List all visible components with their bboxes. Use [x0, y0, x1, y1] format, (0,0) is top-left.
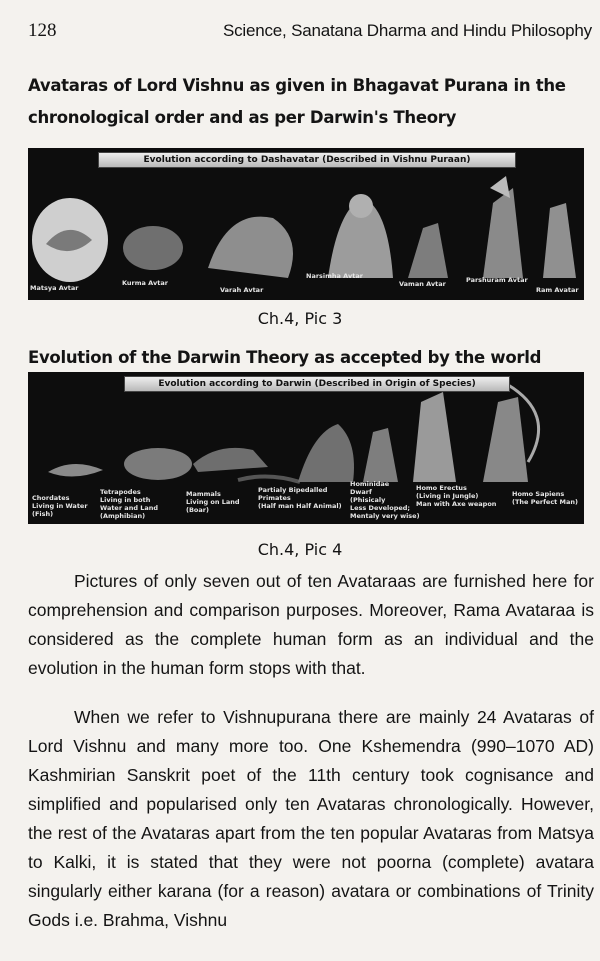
hominid-illustration: [363, 428, 398, 482]
homo-erectus-illustration: [413, 392, 456, 482]
axe-shape: [490, 176, 510, 198]
primate-illustration: [298, 424, 354, 482]
figure-label: Vaman Avtar: [399, 280, 446, 288]
figure-label: Matsya Avtar: [30, 284, 79, 292]
varah-illustration: [208, 217, 293, 278]
vaman-illustration: [408, 223, 448, 278]
dashavatar-figure: [28, 148, 584, 300]
kurma-illustration: [123, 226, 183, 270]
figure-label: Parshuram Avtar: [466, 276, 528, 284]
figure-label: Mammals Living on Land (Boar): [186, 490, 240, 514]
fish-illustration: [48, 464, 103, 477]
figure-label: Homo Erectus (Living in Jungle) Man with Axe weapon: [416, 484, 497, 508]
boar-illustration: [193, 448, 268, 472]
figure-label: Tetrapodes Living in both Water and Land (Amphibian): [100, 488, 159, 520]
darwin-figure: [28, 372, 584, 524]
figure-label: Varah Avtar: [220, 286, 264, 294]
figure-label: Narsimha Avtar: [306, 272, 363, 280]
parshuram-illustration: [483, 188, 523, 278]
figure-caption: Ch.4, Pic 4: [257, 540, 343, 559]
figure-label: Partialy Bipedalled Primates (Half man Half Animal): [258, 486, 342, 510]
body-paragraph: When we refer to Vishnupurana there are mainly 24 Avataras of Lord Vishnu and many more too. One Kshemendra (990–1070 AD) Kashmirian Sanskrit poet of the 11th century took cognisance and simplified and popularised only ten Avataras chronologically. However, the rest of the Avataras apart from the ten popular Avataras from Matsya to Kalki, it is stated that they were not poorna (complete) avatara singularly either karana (for a reason) avatara or combinations of Trinity Gods i.e. Brahma, Vishnu: [28, 707, 594, 930]
figure-label: Chordates Living in Water (Fish): [32, 494, 88, 518]
figure-banner: Evolution according to Dashavatar (Described in Vishnu Puraan): [98, 152, 516, 168]
section-heading-darwin: Evolution of the Darwin Theory as accepted by the world: [28, 348, 542, 367]
turtle-illustration: [124, 448, 192, 480]
figure-label: Kurma Avtar: [122, 279, 168, 287]
lizard-illustration: [238, 476, 300, 482]
section-heading-avataras: Avataras of Lord Vishnu as given in Bhagavat Purana in the chronological order and as per Darwin's Theory: [28, 76, 566, 127]
running-title: Science, Sanatana Dharma and Hindu Philosophy: [222, 21, 592, 40]
figure-label: Hominidae Dwarf (Phisicaly Less Developed; Mentaly very wise): [350, 480, 420, 520]
page-number: 128: [28, 20, 57, 41]
homo-sapiens-illustration: [483, 397, 528, 482]
ram-illustration: [543, 203, 576, 278]
figure-label: Ram Avatar: [536, 286, 579, 294]
body-paragraph: Pictures of only seven out of ten Avataraas are furnished here for comprehension and comparison purposes. Moreover, Rama Avataraa is considered as the complete human form as an individual and the evolution in the human form stops with that.: [28, 571, 594, 678]
figure-label: Homo Sapiens (The Perfect Man): [512, 490, 578, 506]
figure-caption: Ch.4, Pic 3: [257, 309, 343, 328]
figure-banner: Evolution according to Darwin (Described in Origin of Species): [124, 376, 510, 392]
